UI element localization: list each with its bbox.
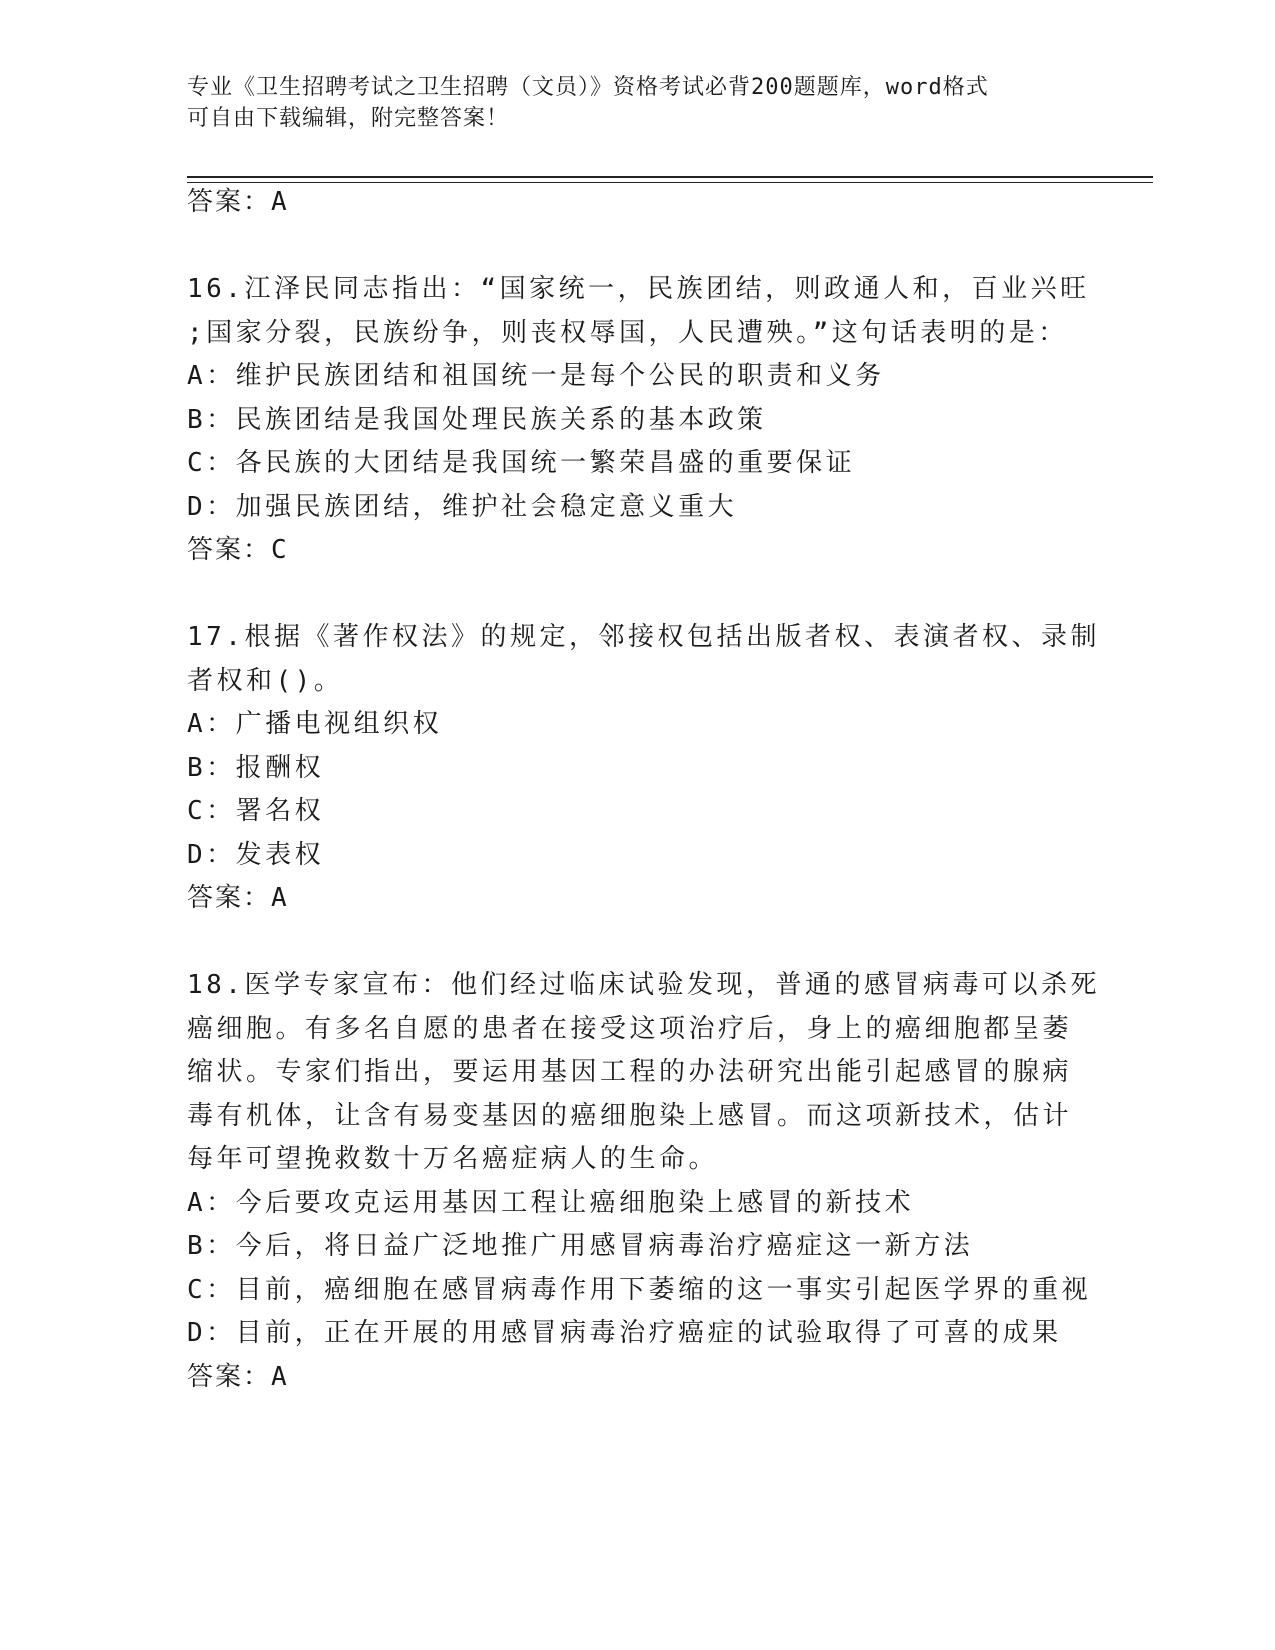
question-18-stem-line-5: 每年可望挽救数十万名癌症病人的生命。 (187, 1144, 719, 1174)
question-17-option-c: C：署名权 (187, 796, 325, 826)
question-17-answer: 答案：A (187, 883, 289, 913)
question-16-option-d: D：加强民族团结，维护社会稳定意义重大 (187, 492, 738, 522)
question-16-option-a: A：维护民族团结和祖国统一是每个公民的职责和义务 (187, 361, 885, 391)
question-17-stem-line-2: 者权和()。 (187, 666, 344, 696)
question-17-option-a: A：广播电视组织权 (187, 709, 443, 739)
question-18-option-d: D：目前，正在开展的用感冒病毒治疗癌症的试验取得了可喜的成果 (187, 1318, 1062, 1348)
question-16-stem-line-2: ;国家分裂，民族纷争，则丧权辱国，人民遭殃。”这句话表明的是： (187, 318, 1068, 348)
header-rule-thick (187, 176, 1153, 178)
question-17-option-b: B：报酬权 (187, 753, 325, 783)
header-line-1: 专业《卫生招聘考试之卫生招聘（文员）》资格考试必背200题题库，word格式 (187, 75, 989, 100)
question-18-option-b: B：今后，将日益广泛地推广用感冒病毒治疗癌症这一新方法 (187, 1231, 974, 1261)
document-header (187, 72, 1067, 134)
question-18-option-c: C：目前，癌细胞在感冒病毒作用下萎缩的这一事实引起医学界的重视 (187, 1275, 1092, 1305)
question-18-stem-line-1: 18.医学专家宣布：他们经过临床试验发现，普通的感冒病毒可以杀死 (187, 970, 1100, 1000)
question-17-stem-line-1: 17.根据《著作权法》的规定，邻接权包括出版者权、表演者权、录制 (187, 622, 1100, 652)
question-18-answer: 答案：A (187, 1362, 289, 1392)
question-16-answer: 答案：C (187, 535, 289, 565)
header-line-2: 可自由下载编辑，附完整答案！ (187, 106, 510, 131)
question-18-stem-line-2: 癌细胞。有多名自愿的患者在接受这项治疗后，身上的癌细胞都呈萎 (187, 1014, 1073, 1044)
question-18-stem-line-4: 毒有机体，让含有易变基因的癌细胞染上感冒。而这项新技术，估计 (187, 1101, 1073, 1131)
question-16-option-b: B：民族团结是我国处理民族关系的基本政策 (187, 405, 767, 435)
question-16-stem-line-1: 16.江泽民同志指出：“国家统一，民族团结，则政通人和，百业兴旺 (187, 274, 1090, 304)
header-rule-thin (187, 182, 1153, 183)
question-18-option-a: A：今后要攻克运用基因工程让癌细胞染上感冒的新技术 (187, 1188, 915, 1218)
answer-line: 答案：A (187, 187, 289, 217)
question-16-option-c: C：各民族的大团结是我国统一繁荣昌盛的重要保证 (187, 448, 856, 478)
question-17-option-d: D：发表权 (187, 840, 325, 870)
question-18-stem-line-3: 缩状。专家们指出，要运用基因工程的办法研究出能引起感冒的腺病 (187, 1057, 1073, 1087)
